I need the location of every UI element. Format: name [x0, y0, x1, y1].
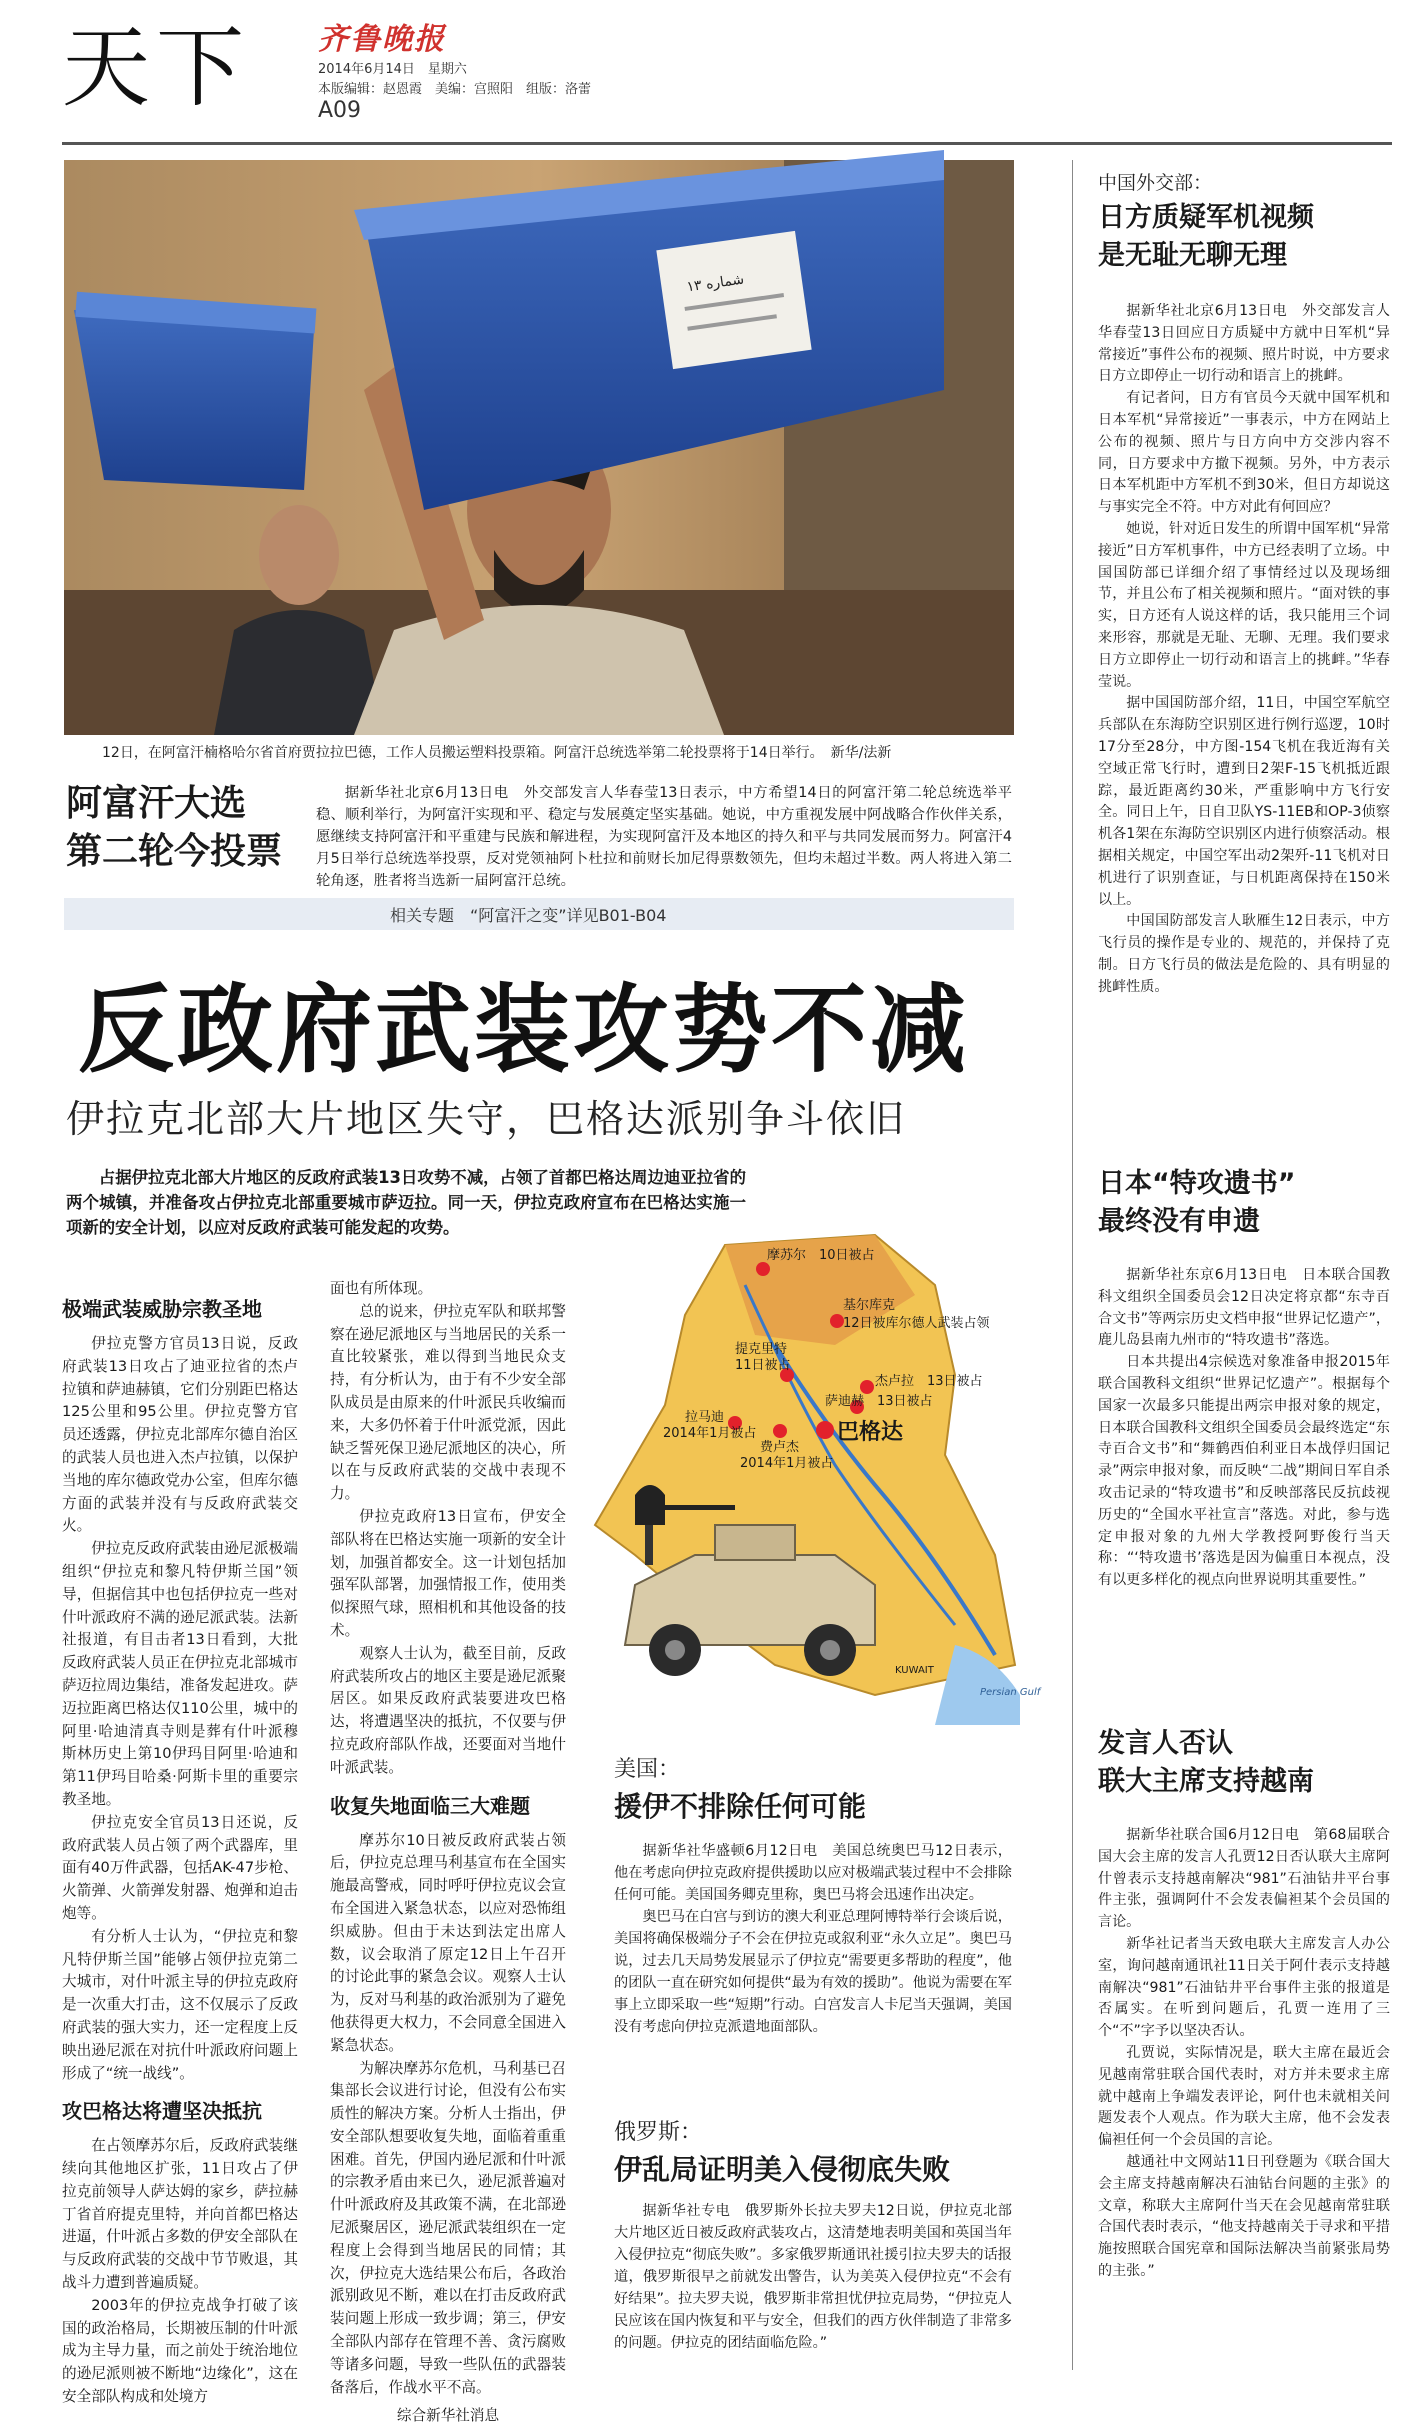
map-label-fallujah: 费卢杰: [760, 1440, 800, 1455]
mfa-kicker: 中国外交部：: [1098, 172, 1213, 194]
un-headline-2: 联大主席支持越南: [1098, 1766, 1314, 1797]
kamikaze-body: [1098, 1265, 1390, 1592]
related-topic-text: 相关专题 “阿富汗之变”详见B01-B04: [390, 906, 667, 925]
subhead-recover: 收复失地面临三大难题: [330, 1793, 530, 1818]
mfa-headline-1: 日方质疑军机视频: [1098, 202, 1314, 233]
col1-p2: 伊拉克反政府武装由逊尼派极端组织“伊拉克和黎凡特伊斯兰国”领导，但据信其中也包括伊拉克一些对什叶派政府不满的逊尼派武装。法新社报道，有目击者13日看到，大批反政府武装人员正在伊拉克北部城市萨迈拉周边集结，准备发起进攻。萨迈拉距离巴格达仅110公里，城中的阿里·哈迪清真寺则是葬有什叶派穆斯林历史上第10伊玛目阿里·哈迪和第11伊玛目哈桑·阿斯卡里的重要宗教圣地。: [62, 1540, 298, 1808]
marker-mosul: [756, 1262, 770, 1276]
un-body: [1098, 1825, 1390, 2365]
col2-p5: 摩苏尔10日被反政府武装占领后，伊拉克总理马利基宣布在全国实施最高警戒，同时呼吁伊拉克议会宣布全国进入紧急状态，以应对恐怖组织威胁。但由于未达到法定出席人数，议会取消了原定12日上午召开的讨论此事的紧急会议。观察人士认为，反对马利基的政治派别为了避免他获得更大权力，不会同意全国进入紧急状态。: [330, 1831, 566, 2054]
news-credit: 综合新华社消息: [396, 2407, 500, 2425]
right-column-2: [1098, 1165, 1390, 1592]
mfa-p4: 据中国国防部介绍，11日，中国空军航空兵部队在东海防空识别区进行例行巡逻，10时17分至28分，中方图-154飞机在我近海有关空域正常飞行时，遭到日2架F-15飞机抵近跟踪，最近距离约30米，严重影响中方飞行安全。同日上午，日自卫队YS-11EB和OP-3侦察机各1架在东海防空识别区内进行侦察活动。根据相关规定，中国空军出动2架歼-11飞机对日机进行了识别查证，与日机距离保持在150米以上。: [1098, 695, 1390, 908]
col1-p1: 伊拉克警方官员13日说，反政府武装13日攻占了迪亚拉省的杰卢拉镇和萨迪赫镇，它们分别距巴格达125公里和95公里。伊拉克警方官员还透露，伊拉克北部库尔德自治区的武装人员也进入杰卢拉镇，以保护当地的库尔德政党办公室，但库尔德方面的武装并没有与反政府武装交火。: [62, 1335, 298, 1535]
mfa-headline-2: 是无耻无聊无理: [1098, 240, 1287, 271]
marker-fallujah: [773, 1424, 787, 1438]
paper-logo: 齐鲁晚报: [318, 22, 446, 57]
russia-p1: 据新华社专电 俄罗斯外长拉夫罗夫12日说，伊拉克北部大片地区近日被反政府武装攻占，这清楚地表明美国和英国当年入侵伊拉克“彻底失败”。多家俄罗斯通讯社援引拉夫罗夫的话报道，俄罗斯很早之前就发出警告，认为美英入侵伊拉克“不会有好结果”。拉夫罗夫说，俄罗斯非常担忧伊拉克局势，“伊拉克人民应该在国内恢复和平与安全，但我们的西方伙伴制造了非常多的问题。伊拉克的团结面临危险。”: [614, 2203, 1012, 2351]
col2-p4: 观察人士认为，截至目前，反政府武装所攻占的地区主要是逊尼派聚居区。如果反政府武装要进攻巴格达，将遭遇坚决的抵抗，不仅要与伊拉克政府部队作战，还要面对当地什叶派武装。: [330, 1644, 566, 1776]
issue-date: 2014年6月14日 星期六: [318, 62, 467, 77]
afghan-headline-2: 第二轮今投票: [66, 831, 283, 872]
related-topic-bar: [64, 898, 1014, 930]
photo-caption: 12日，在阿富汗楠格哈尔省首府贾拉拉巴德，工作人员搬运塑料投票箱。阿富汗总统选举第二轮投票将于14日举行。 新华/法新: [102, 745, 892, 761]
marker-jalawla: [860, 1380, 874, 1394]
subhead-shrine: 极端武装威胁宗教圣地: [62, 1297, 262, 1321]
map-label-baghdad: 巴格达: [837, 1420, 904, 1445]
us-p1: 据新华社华盛顿6月12日电 美国总统奥巴马12日表示，他在考虑向伊拉克政府提供援助以应对极端武装过程中不会排除任何可能。美国国务卿克里称，奥巴马将会迅速作出决定。: [614, 1843, 1012, 1903]
main-col-1: [62, 1295, 298, 2406]
map-label-gulf: Persian Gulf: [980, 1687, 1041, 1698]
afghan-paragraph: 据新华社北京6月13日电 外交部发言人华春莹13日表示，中方希望14日的阿富汗第二轮总统选举平稳、顺利举行，为阿富汗实现和平、稳定与发展奠定坚实基础。她说，中方重视发展中阿战略合作伙伴关系，愿继续支持阿富汗和平重建与民族和解进程，为实现阿富汗及本地区的持久和平与共同发展而努力。阿富汗4月5日举行总统选举投票，反对党领袖阿卜杜拉和前财长加尼得票数领先，但均未超过半数。两人将进入第二轮角逐，胜者将当选新一届阿富汗总统。: [316, 785, 1012, 889]
kamikaze-p2: 日本共提出4宗候选对象准备申报2015年联合国教科文组织“世界记忆遗产”。根据每个国家一次最多只能提出两宗申报对象的规定，日本联合国教科文组织全国委员会最终选定“东寺百合文书”和“舞鹤西伯利亚日本战俘归国记录”两宗申报对象，而反映“二战”期间日军自杀攻击记录的“特攻遗书”和反映部落民反抗歧视历史的“全国水平社宣言”落选。对此，参与选定申报对象的九州大学教授阿野俊行当天称：“‘特攻遗书’落选是因为偏重日本视点，没有以更多样化的视点向世界说明其重要性。”: [1098, 1354, 1390, 1589]
map-label-kirkuk-note: 12日被库尔德人武装占领: [843, 1316, 990, 1331]
un-p4: 越通社中文网站11日刊登题为《联合国大会主席支持越南解决石油钻台问题的主张》的文章，称联大主席阿什当天在会见越南常驻联合国代表时表示，“他支持越南关于寻求和平措施按照联合国宪章和国际法解决当前紧张局势的主张。”: [1098, 2153, 1390, 2279]
mfa-body: [1098, 301, 1390, 999]
page-number: A09: [318, 98, 362, 123]
right-column: [1098, 168, 1390, 999]
col1-p4: 有分析人士认为，“伊拉克和黎凡特伊斯兰国”能够占领伊拉克第二大城市，对什叶派主导的伊拉克政府是一次重大打击，这不仅展示了反政府武装的强大实力，还一定程度上反映出逊尼派在对抗什叶派政府问题上形成了“统一战线”。: [62, 1927, 298, 2082]
kamikaze-headline-1: 日本“特攻遗书”: [1098, 1168, 1296, 1199]
ballot-box-photo: [64, 160, 1014, 735]
box-label-text: شماره ۱۳: [685, 271, 746, 296]
map-label-ramadi-note: 2014年1月被占: [663, 1426, 757, 1441]
map-label-jalawla: 杰卢拉 13日被占: [875, 1374, 983, 1389]
mfa-p5: 中国国防部发言人耿雁生12日表示，中方飞行员的操作是专业的、规范的，并保持了克制。日方飞行员的做法是危险的、具有明显的挑衅性质。: [1098, 913, 1390, 995]
us-headline: 援伊不排除任何可能: [614, 1790, 867, 1823]
kamikaze-p1: 据新华社东京6月13日电 日本联合国教科文组织全国委员会12日决定将京都“东寺百合文书”等两宗历史文档申报“世界记忆遗产”，鹿儿岛县南九州市的“特攻遗书”落选。: [1098, 1267, 1390, 1349]
lead-paragraph: 占据伊拉克北部大片地区的反政府武装13日攻势不减，占领了首都巴格达周边迪亚拉省的两个城镇，并准备攻占伊拉克北部重要城市萨迈拉。同一天，伊拉克政府宣布在巴格达实施一项新的安全计划，以应对反政府武装可能发起的攻势。: [66, 1168, 746, 1237]
right-column-rule: [1072, 160, 1073, 2370]
russia-kicker: 俄罗斯：: [614, 2120, 703, 2145]
iraq-map: [575, 1225, 1041, 1725]
map-label-tikrit: 提克里特: [735, 1342, 788, 1357]
col1-p3: 伊拉克安全官员13日还说，反政府武装人员占领了两个武器库，里面有40万件武器，包括AK-47步枪、火箭弹、火箭弹发射器、炮弹和迫击炮等。: [62, 1813, 298, 1922]
map-label-sadiyah: 萨迪赫 13日被占: [825, 1394, 933, 1409]
un-p3: 孔贾说，实际情况是，联大主席在最近会见越南常驻联合国代表时，对方并未要求主席就中越南上争端发表评论，阿什也未就相关问题发表个人观点。作为联大主席，他不会发表偏袒任何一个会员国的言论。: [1098, 2044, 1390, 2149]
masthead: [0, 0, 1409, 150]
us-p2: 奥巴马在白宫与到访的澳大利亚总理阿博特举行会谈后说，美国将确保极端分子不会在伊拉克或叙利亚“永久立足”。奥巴马说，过去几天局势发展显示了伊拉克“需要更多帮助的程度”，他的团队一直在研究如何提供“最为有效的援助”。他说为需要在军事上立即采取一些“短期”行动。白宫发言人卡尼当天强调，美国没有考虑向伊拉克派遣地面部队。: [614, 1909, 1012, 2035]
un-headline-1: 发言人否认: [1098, 1728, 1233, 1759]
col2-p2: 总的说来，伊拉克军队和联邦警察在逊尼派地区与当地居民的关系一直比较紧张，难以得到当地民众支持，有分析认为，由于有不少安全部队成员是由原来的什叶派民兵收编而来，大多仍怀着于什叶派党派，因此缺乏誓死保卫逊尼派地区的决心，所以在与反政府武装的交战中表现不力。: [330, 1302, 566, 1503]
un-p2: 新华社记者当天致电联大主席发言人办公室，询问越南通讯社11日关于阿什表示支持越南解决“981”石油钻井平台事件主张的报道是否属实。在听到问题后，孔贾一连用了三个“不”字予以坚决否认。: [1098, 1935, 1390, 2040]
map-label-kirkuk: 基尔库克: [843, 1298, 896, 1313]
map-label-fallujah-note: 2014年1月被占: [740, 1456, 834, 1471]
main-headline: 反政府武装攻势不减: [78, 974, 969, 1086]
mfa-p2: 有记者问，日方有官员今天就中国军机和日本军机“异常接近”一事表示，中方在网站上公布的视频、照片与日方向中方交涉内容不同，日方要求中方撤下视频。另外，中方表示日本军机距中方军机不到30米，但日方却说这与事实完全不符。中方对此有何回应？: [1098, 390, 1390, 516]
col2-p1: 面也有所体现。: [330, 1280, 433, 1297]
editors-line: 本版编辑：赵恩霞 美编：宫照阳 组版：洛蕾: [318, 82, 592, 97]
col1-p6: 2003年的伊拉克战争打破了该国的政治格局，长期被压制的什叶派成为主导力量，而之前处于统治地位的逊尼派则被不断地“边缘化”，这在安全部队构成和处境方: [62, 2296, 298, 2406]
marker-kirkuk: [830, 1314, 844, 1328]
map-label-tikrit-note: 11日被占: [735, 1358, 791, 1373]
us-body: [614, 1840, 1012, 2038]
subhead-baghdad: 攻巴格达将遭坚决抵抗: [62, 2099, 262, 2124]
right-column-3: [1098, 1725, 1390, 2365]
us-kicker: 美国：: [614, 1757, 681, 1782]
map-label-ramadi: 拉马迪: [685, 1410, 725, 1425]
main-subhead: 伊拉克北部大片地区失守，巴格达派别争斗依旧: [66, 1097, 907, 1141]
iraq-map-graphic: [575, 1225, 1041, 1725]
masthead-rule: [62, 142, 1392, 145]
mfa-p1: 据新华社北京6月13日电 外交部发言人华春莹13日回应日方质疑中方就中日军机“异常接近”事件公布的视频、照片时说，中方要求日方立即停止一切行动和语言上的挑衅。: [1098, 303, 1390, 385]
afghan-headline-1: 阿富汗大选: [66, 783, 247, 824]
map-label-kuwait: KUWAIT: [895, 1665, 934, 1676]
afghan-photo: [64, 160, 1014, 735]
afghan-body: [316, 782, 1012, 892]
col2-p3: 伊拉克政府13日宣布，伊安全部队将在巴格达实施一项新的安全计划，加强首都安全。这一计划包括加强军队部署，加强情报工作，使用类似探照气球，照相机和其他设备的技术。: [330, 1507, 566, 1639]
col2-p6: 为解决摩苏尔危机，马利基已召集部长会议进行讨论，但没有公布实质性的解决方案。分析人士指出，伊安全部队想要收复失地，面临着重重困难。首先，伊国内逊尼派和什叶派的宗教矛盾由来已久，逊尼派普遍对什叶派政府及其政策不满，在北部逊尼派聚居区，逊尼派武装组织在一定程度上会得到当地居民的同情；其次，伊拉克大选结果公布后，各政治派别政见不断，难以在打击反政府武装问题上形成一致步调；第三，伊安全部队内部存在管理不善、贪污腐败等诸多问题，导致一些队伍的武器装备落后，作战水平不高。: [330, 2059, 566, 2396]
mfa-p3: 她说，针对近日发生的所谓中国军机“异常接近”日方军机事件，中方已经表明了立场。中国国防部已详细介绍了事情经过以及现场细节，并且公布了相关视频和照片。“面对铁的事实，日方还有人说这样的话，我只能用三个词来形容，那就是无耻、无聊、无理。我们要求日方立即停止一切行动和语言上的挑衅。”华春莹说。: [1098, 520, 1390, 690]
marker-baghdad: [816, 1421, 834, 1439]
section-title: 天下: [62, 16, 251, 119]
russia-body: [614, 2200, 1012, 2354]
un-p1: 据新华社联合国6月12日电 第68届联合国大会主席的发言人孔贾12日否认联大主席阿什曾表示支持越南解决“981”石油钻井平台事件主张，强调阿什不会发表偏袒某个会员国的言论。: [1098, 1827, 1390, 1931]
russia-headline: 伊乱局证明美入侵彻底失败: [614, 2153, 951, 2186]
col1-p5: 在占领摩苏尔后，反政府武装继续向其他地区扩张，11日攻占了伊拉克前领导人萨达姆的家乡，萨拉赫丁省首府提克里特，并向首都巴格达进逼，什叶派占多数的伊安全部队在与反政府武装的交战中节节败退，其战斗力遭到普遍质疑。: [62, 2137, 298, 2292]
kamikaze-headline-2: 最终没有申遗: [1098, 1206, 1260, 1237]
main-col-2: [330, 1278, 566, 2425]
map-label-mosul: 摩苏尔 10日被占: [767, 1248, 875, 1263]
